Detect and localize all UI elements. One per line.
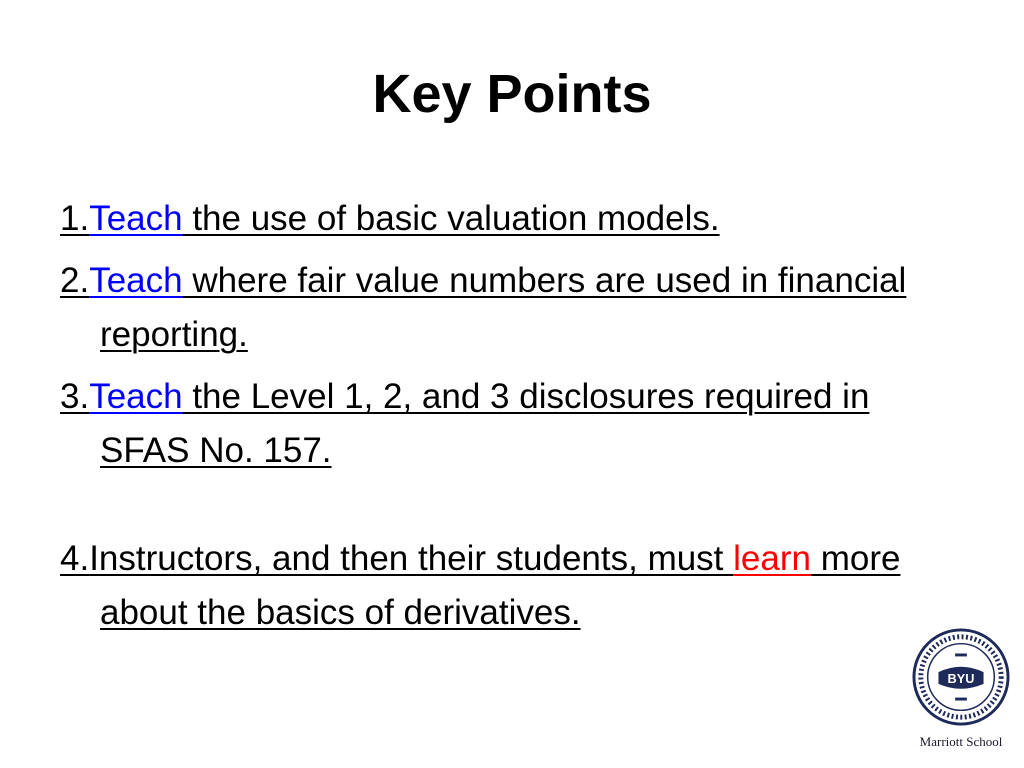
- school-logo: [906, 628, 1016, 758]
- point-highlight: Teach: [89, 261, 183, 300]
- point-lead-text: Instructors, and then their students, must: [89, 539, 734, 578]
- school-name: Marriott School: [919, 734, 1003, 749]
- key-points-list: [60, 192, 960, 648]
- point-text: the Level 1, 2, and 3 disclosures required in SFAS No. 157.: [100, 377, 870, 470]
- point-text: more about the basics of derivatives.: [100, 539, 901, 632]
- point-highlight: learn: [733, 539, 811, 578]
- point-number: 2.: [60, 261, 90, 300]
- byu-seal-icon: [912, 628, 1010, 726]
- list-item: [60, 254, 960, 362]
- point-highlight: Teach: [89, 199, 183, 238]
- point-text: where fair value numbers are used in financial reporting.: [100, 261, 907, 354]
- list-item: [60, 370, 960, 478]
- point-number: 4.: [60, 539, 90, 578]
- seal-text: BYU: [947, 670, 975, 686]
- list-item: [60, 192, 960, 246]
- point-number: 1.: [60, 199, 90, 238]
- slide-title: Key Points: [372, 64, 652, 124]
- point-highlight: Teach: [89, 377, 183, 416]
- point-text: the use of basic valuation models.: [182, 199, 720, 238]
- list-item: [60, 532, 960, 640]
- point-number: 3.: [60, 377, 90, 416]
